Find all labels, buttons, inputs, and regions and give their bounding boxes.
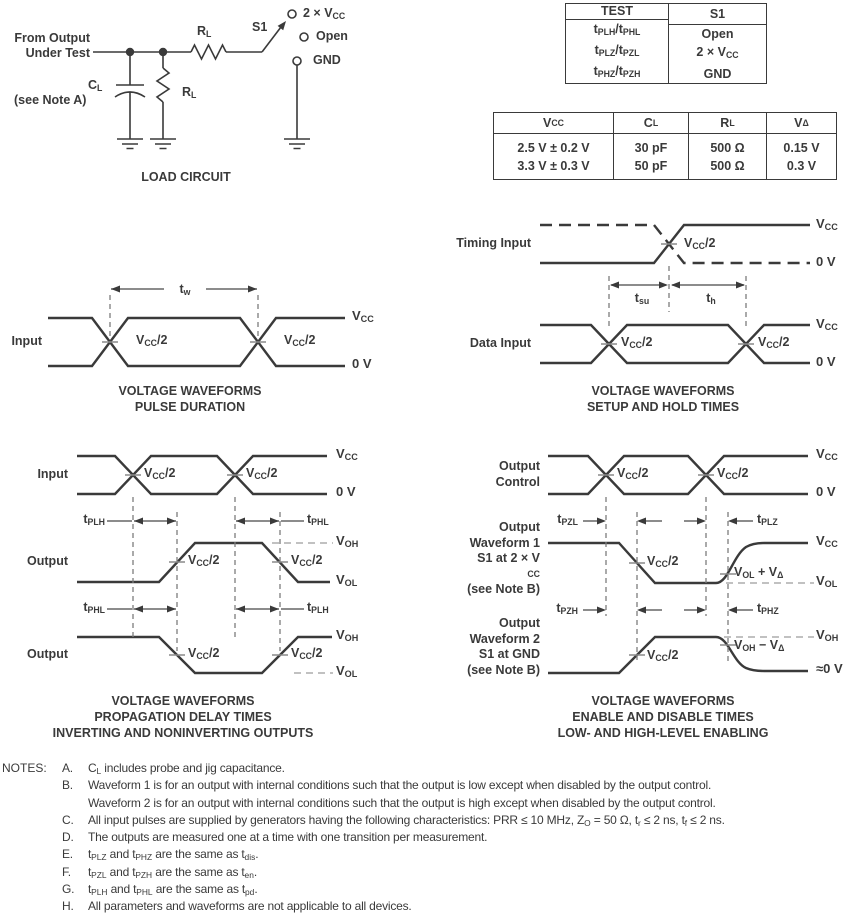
zero-volt-level-label: 0 V <box>336 484 356 499</box>
setup-hold-title-line2: SETUP AND HOLD TIMES <box>586 400 740 414</box>
s1-cell: GND <box>703 66 732 81</box>
test-cell: tPHZ/tPZH <box>593 63 641 79</box>
note-line <box>62 796 725 813</box>
output-control-label-line2: Control <box>495 474 540 489</box>
zero-volt-level-label: 0 V <box>816 254 836 269</box>
rl-column-body <box>689 134 766 179</box>
vcc-level-label: VCC <box>816 446 838 463</box>
switch-terminal-gnd <box>293 57 301 65</box>
notes-heading: NOTES: <box>2 761 47 775</box>
output-waveform1-label <box>467 520 540 598</box>
rl-cell: 500 Ω <box>710 158 745 173</box>
pulse-title-line2: PULSE DURATION <box>134 400 246 414</box>
output-waveform1-label-line4: (see Note B) <box>467 582 540 596</box>
vcc-half-label: VCC/2 <box>617 466 649 482</box>
voh-level-label: VOH <box>336 533 359 550</box>
switch-label: S1 <box>252 20 268 34</box>
note-text: tPLH and tPHL are the same as tpd. <box>88 882 258 898</box>
output-waveform1-label-line2: Waveform 1 <box>469 535 540 550</box>
note-letter: F. <box>62 864 71 879</box>
output-control-trace-b <box>548 456 808 494</box>
pulse-input-label: Input <box>11 334 42 348</box>
note-line <box>62 865 725 882</box>
s1-column-header: S1 <box>669 4 766 25</box>
series-resistor-label: RL <box>197 24 212 40</box>
rl-column <box>689 113 767 179</box>
note-text: tPLZ and tPHZ are the same as tdis. <box>88 847 259 863</box>
note-line <box>62 778 725 795</box>
switch-terminal-open <box>300 33 308 41</box>
note-line <box>62 830 725 847</box>
vcc-half-label: VCC/2 <box>188 646 220 662</box>
data-input-label: Data Input <box>469 336 531 350</box>
note-text: Waveform 2 is for an output with internal conditions such that the output is high except when disabled by the output control. <box>88 795 716 810</box>
cl-column-header: C L <box>614 113 688 134</box>
note-letter: H. <box>62 899 74 914</box>
th-label: th <box>688 291 734 308</box>
tsu-label: tsu <box>617 291 667 308</box>
vcc-half-label: VCC/2 <box>291 646 323 662</box>
note-text: CL includes probe and jig capacitance. <box>88 761 285 777</box>
vol-level-label: VOL <box>336 663 358 680</box>
vdelta-column-header: V Δ <box>767 113 836 134</box>
cl-column-body <box>614 134 688 179</box>
output-control-trace-a <box>548 456 808 494</box>
shunt-resistor-symbol <box>157 68 169 102</box>
test-column-header: TEST <box>566 4 668 20</box>
switch-position-gnd-label: GND <box>313 53 341 67</box>
tplh-label: tPLH <box>307 600 329 616</box>
output-control-label <box>496 459 540 490</box>
prop-title-line3: INVERTING AND NONINVERTING OUTPUTS <box>52 726 314 740</box>
vcc-half-label: VCC/2 <box>284 333 316 349</box>
output-waveform1-label-line3: S1 at 2 × V CC <box>477 551 540 579</box>
vol-level-label: VOL <box>336 572 358 589</box>
vcc-half-label: VCC/2 <box>144 466 176 482</box>
tpzh-label: tPZH <box>556 601 578 617</box>
vcc-cell: 2.5 V ± 0.2 V <box>517 140 590 155</box>
zero-volt-level-label: 0 V <box>352 356 372 371</box>
setup-hold-title-line1: VOLTAGE WAVEFORMS <box>591 384 735 398</box>
note-letter: A. <box>62 761 73 775</box>
vcc-column-body <box>494 134 613 179</box>
zero-volt-level-label: 0 V <box>816 354 836 369</box>
test-cell: tPLZ/tPZL <box>594 42 640 58</box>
voh-level-label: VOH <box>816 627 839 644</box>
s1-cell: 2 × VCC <box>696 45 739 61</box>
note-letter: D. <box>62 830 74 845</box>
s1-column-body <box>669 25 766 83</box>
vcc-half-label: VCC/2 <box>188 553 220 569</box>
circuit-node-dot <box>159 48 167 56</box>
vcc-cell: 3.3 V ± 0.3 V <box>517 158 590 173</box>
vcc-half-label: VCC/2 <box>246 466 278 482</box>
tpzl-label: tPZL <box>557 512 578 528</box>
prop-dashed-guides <box>133 497 280 651</box>
cl-cell: 50 pF <box>634 158 668 173</box>
output-waveform2-label-line4: (see Note B) <box>467 662 540 677</box>
note-letter: B. <box>62 778 73 793</box>
vcc-half-label: VCC/2 <box>291 553 323 569</box>
note-line <box>62 847 725 864</box>
vdelta-column-body <box>767 134 836 179</box>
prop-title-line2: PROPAGATION DELAY TIMES <box>94 710 272 724</box>
enable-title-line1: VOLTAGE WAVEFORMS <box>591 694 735 708</box>
vcc-level-label: VCC <box>816 533 838 550</box>
test-s1-table <box>565 3 767 84</box>
vcc-level-label: VCC <box>816 316 838 333</box>
conditions-table <box>493 112 837 180</box>
enable-title-line3: LOW- AND HIGH-LEVEL ENABLING <box>557 726 769 740</box>
voh-minus-vdelta-label: VOH − VΔ <box>734 638 785 654</box>
ground-symbols <box>117 139 310 149</box>
source-label-line2: Under Test <box>25 46 90 60</box>
vcc-level-label: VCC <box>816 216 838 233</box>
output-control-label-line1: Output <box>499 459 540 473</box>
tphl-label: tPHL <box>83 600 105 616</box>
note-text: The outputs are measured one at a time with one transition per measurement. <box>88 830 488 845</box>
zero-volt-level-label: 0 V <box>816 484 836 499</box>
cl-column <box>614 113 689 179</box>
s1-column <box>669 4 766 83</box>
vol-plus-vdelta-label: VOL + VΔ <box>734 565 784 581</box>
note-letter: C. <box>62 812 74 827</box>
prop-input-trace-a <box>77 456 327 494</box>
timing-input-label: Timing Input <box>456 236 531 250</box>
vcc-half-label: VCC/2 <box>136 333 168 349</box>
vol-level-label: VOL <box>816 573 838 590</box>
note-letter: E. <box>62 847 73 862</box>
output-waveform1-label-line1: Output <box>499 520 540 534</box>
vcc-column <box>494 113 614 179</box>
tplz-label: tPLZ <box>757 512 778 528</box>
prop-output1-label: Output <box>27 554 68 568</box>
tw-label: tw <box>164 282 206 299</box>
vdelta-cell: 0.3 V <box>786 158 817 173</box>
vdelta-cell: 0.15 V <box>783 140 820 155</box>
tphz-label: tPHZ <box>757 601 779 617</box>
output-waveform2-label-line2: Waveform 2 <box>469 631 540 646</box>
note-line <box>62 882 725 899</box>
test-column <box>566 4 669 83</box>
voh-level-label: VOH <box>336 627 359 644</box>
note-text: tPZL and tPZH are the same as ten. <box>88 864 258 880</box>
circuit-node-dot <box>126 48 134 56</box>
vcc-half-label: VCC/2 <box>647 648 679 664</box>
cl-cell: 30 pF <box>634 140 668 155</box>
series-resistor-symbol <box>191 45 226 59</box>
note-text: All input pulses are supplied by generators having the following characteristics: PRR ≤ 10 MHz, ZO = 50 Ω, tr ≤ 2 ns, tf ≤ 2 ns. <box>88 812 725 828</box>
capacitor-note-label: (see Note A) <box>14 93 87 107</box>
output-waveform2-label-line3: S1 at GND <box>478 647 540 661</box>
source-label-line1: From Output <box>14 31 90 45</box>
vcc-half-label: VCC/2 <box>758 335 790 351</box>
shunt-resistor-label: RL <box>182 85 197 101</box>
note-line <box>62 813 725 830</box>
pulse-title-line1: VOLTAGE WAVEFORMS <box>118 384 262 398</box>
prop-input-label: Input <box>37 467 68 481</box>
note-text: All parameters and waveforms are not applicable to all devices. <box>88 899 412 914</box>
switch-position-2vcc-label: 2 × VCC <box>303 6 346 22</box>
vdelta-column <box>767 113 836 179</box>
vcc-half-label: VCC/2 <box>684 236 716 252</box>
enable-title-line2: ENABLE AND DISABLE TIMES <box>572 710 754 724</box>
rl-cell: 500 Ω <box>710 140 745 155</box>
note-letter: G. <box>62 882 75 897</box>
vcc-level-label: VCC <box>352 308 374 325</box>
switch-position-open-label: Open <box>316 29 348 43</box>
prop-input-trace-b <box>77 456 327 494</box>
tphl-label: tPHL <box>307 512 329 528</box>
tplh-label: tPLH <box>83 512 105 528</box>
load-circuit-title: LOAD CIRCUIT <box>141 170 231 184</box>
prop-title-line1: VOLTAGE WAVEFORMS <box>111 694 255 708</box>
switch-terminal-2vcc <box>288 10 296 18</box>
rl-column-header: R L <box>689 113 766 134</box>
notes-list <box>62 761 725 915</box>
note-line <box>62 899 725 915</box>
vcc-half-label: VCC/2 <box>621 335 653 351</box>
approx-zero-volt-level-label: ≈0 V <box>816 661 843 676</box>
capacitor-label: CL <box>88 78 103 94</box>
output-waveform2-label-line1: Output <box>499 616 540 630</box>
prop-output2-label: Output <box>27 647 68 661</box>
note-line <box>62 761 725 778</box>
output-waveform2-label <box>467 616 540 678</box>
vcc-level-label: VCC <box>336 446 358 463</box>
vcc-half-label: VCC/2 <box>647 554 679 570</box>
vcc-half-label: VCC/2 <box>717 466 749 482</box>
s1-cell: Open <box>701 27 734 42</box>
note-text: Waveform 1 is for an output with internal conditions such that the output is low except when disabled by the output control. <box>88 778 712 793</box>
vcc-column-header: V CC <box>494 113 613 134</box>
test-cell: tPLH/tPHL <box>593 21 641 37</box>
test-column-body <box>566 20 668 83</box>
